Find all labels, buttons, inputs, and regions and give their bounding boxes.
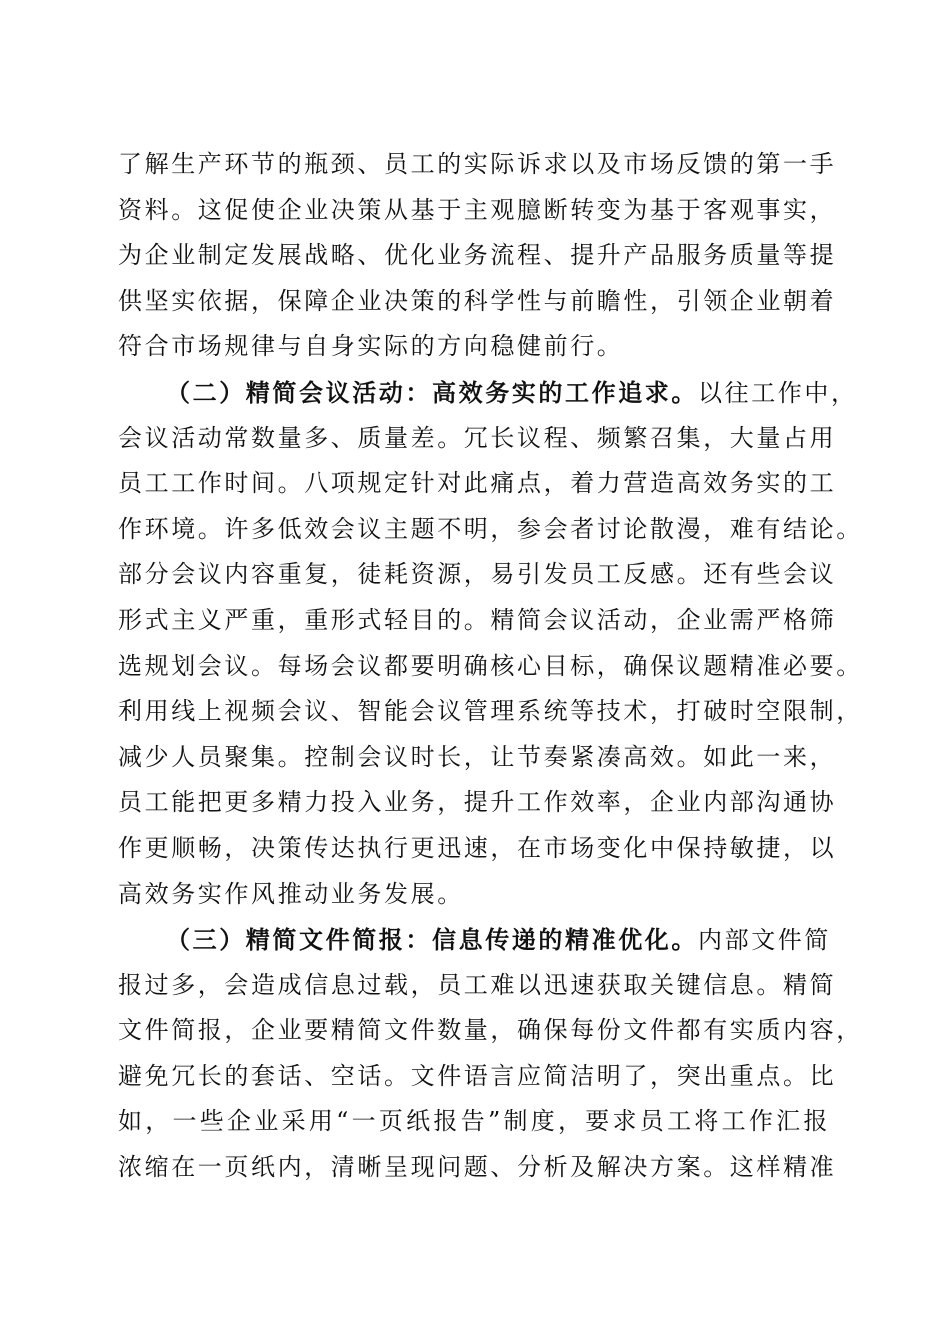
text-line: 员工能把更多精力投入业务，提升工作效率，企业内部沟通协 <box>118 788 837 817</box>
text-line: 供坚实依据，保障企业决策的科学性与前瞻性，引领企业朝着 <box>118 286 837 315</box>
text-line: 形式主义严重，重形式轻目的。精简会议活动，企业需严格筛 <box>118 605 837 634</box>
text-line: 符合市场规律与自身实际的方向稳健前行。 <box>118 332 624 361</box>
text-line: 如，一些企业采用“一页纸报告”制度，要求员工将工作汇报 <box>118 1107 830 1136</box>
text-line: 部分会议内容重复，徒耗资源，易引发员工反感。还有些会议 <box>118 560 837 589</box>
paragraph-1 <box>118 142 837 370</box>
section-heading-2: （二）精简会议活动：高效务实的工作追求。 <box>166 377 698 407</box>
text-line: 高效务实作风推动业务发展。 <box>118 879 464 908</box>
section-heading-3: （三）精简文件简报：信息传递的精准优化。 <box>166 925 698 955</box>
paragraph-3 <box>118 917 863 1191</box>
text-line: 避免冗长的套话、空话。文件语言应简洁明了，突出重点。比 <box>118 1061 837 1090</box>
text-run: 以往工作中， <box>698 378 858 407</box>
text-line: 作更顺畅，决策传达执行更迅速，在市场变化中保持敏捷，以 <box>118 833 837 862</box>
paragraph-2-first-line <box>118 370 858 416</box>
text-line: 为企业制定发展战略、优化业务流程、提升产品服务质量等提 <box>118 241 837 270</box>
text-run: 内部文件简 <box>698 926 831 955</box>
text-line: 员工工作时间。八项规定针对此痛点，着力营造高效务实的工 <box>118 469 837 498</box>
text-line: 报过多，会造成信息过载，员工难以迅速获取关键信息。精简 <box>118 970 837 999</box>
paragraph-2 <box>118 370 863 917</box>
paragraph-3-first-line <box>118 917 830 963</box>
text-line: 减少人员聚集。控制会议时长，让节奏紧凑高效。如此一来， <box>118 742 837 771</box>
body-text <box>118 142 863 1191</box>
text-line: 利用线上视频会议、智能会议管理系统等技术，打破时空限制， <box>118 697 863 726</box>
text-line: 资料。这促使企业决策从基于主观臆断转变为基于客观事实， <box>118 195 837 224</box>
text-line: 浓缩在一页纸内，清晰呈现问题、分析及解决方案。这样精准 <box>118 1153 837 1182</box>
text-line: 文件简报，企业要精简文件数量，确保每份文件都有实质内容， <box>118 1016 863 1045</box>
text-line: 了解生产环节的瓶颈、员工的实际诉求以及市场反馈的第一手 <box>118 150 837 178</box>
text-line: 作环境。许多低效会议主题不明，参会者讨论散漫，难有结论。 <box>118 514 863 543</box>
text-line: 选规划会议。每场会议都要明确核心目标，确保议题精准必要。 <box>118 651 863 680</box>
text-line: 会议活动常数量多、质量差。冗长议程、频繁召集，大量占用 <box>118 423 837 452</box>
